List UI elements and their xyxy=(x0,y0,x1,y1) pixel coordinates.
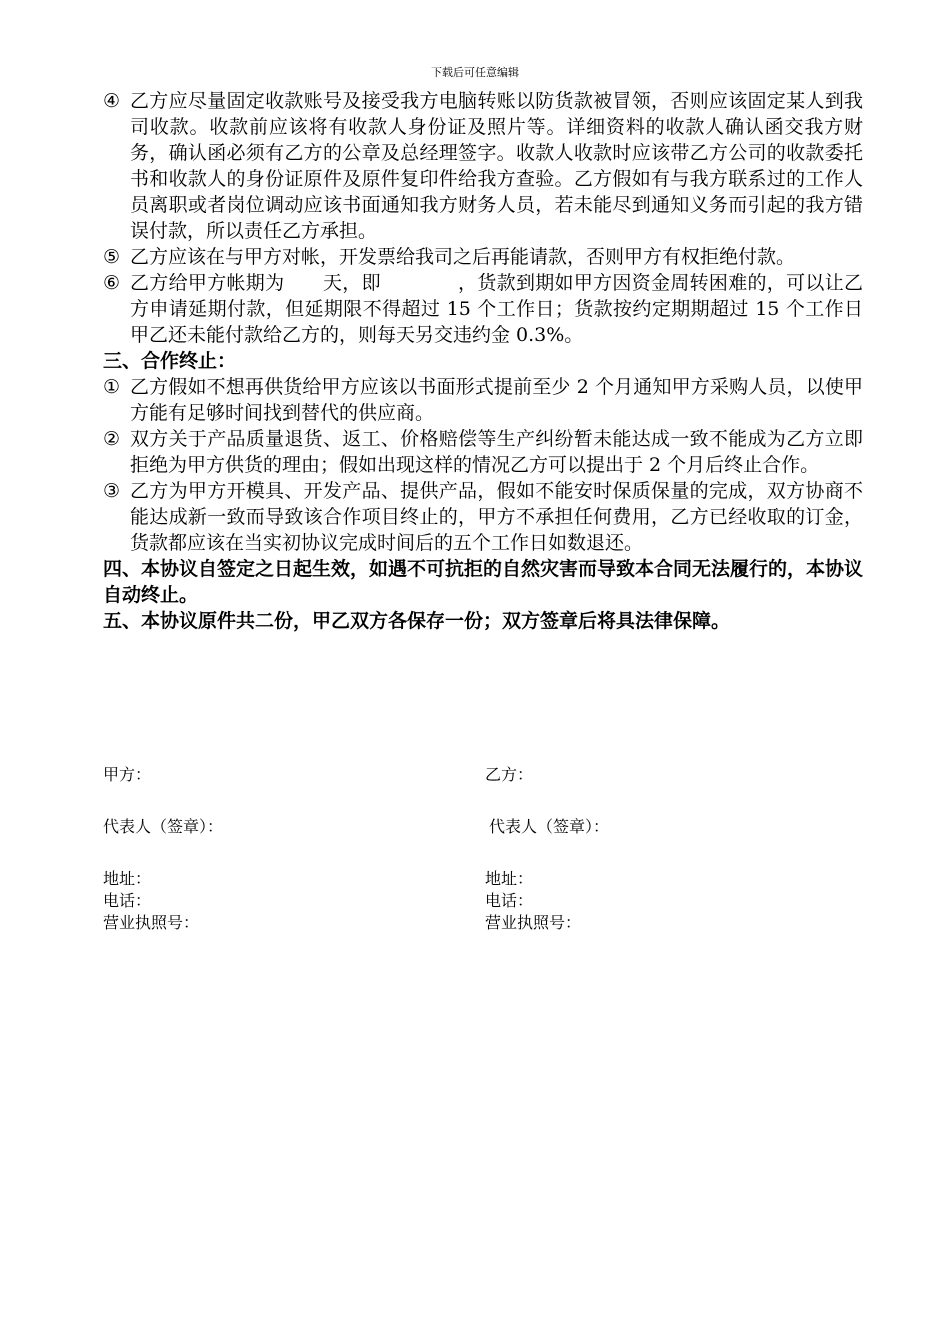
party-a-label: 甲方： xyxy=(103,765,152,784)
party-a-representative-label: 代表人（签章）： xyxy=(103,817,224,836)
signature-row-address xyxy=(103,868,863,890)
item-marker: ③ xyxy=(103,480,121,502)
signature-row-phone xyxy=(103,890,863,912)
section-title-termination: 三、合作终止： xyxy=(103,350,237,372)
termination-item-1 xyxy=(103,374,863,426)
item-text: 乙方给甲方帐期为 天，即 ，货款到期如甲方因资金周转困难的，可以让乙方申请延期付款，但延期限不得超过 15 个工作日；货款按约定期期超过 15 个工作日甲乙还未能付款给乙方的，则每天另交违约金 0.3%。 xyxy=(130,272,863,346)
item-marker: ① xyxy=(103,376,121,398)
signature-row-representative xyxy=(103,816,863,838)
item-marker: ② xyxy=(103,428,121,450)
termination-item-3 xyxy=(103,478,863,556)
party-a-address-label: 地址： xyxy=(103,869,152,888)
clause-item-4 xyxy=(103,88,863,244)
clause-copies: 五、本协议原件共二份，甲乙双方各保存一份；双方签章后将具法律保障。 xyxy=(103,610,731,632)
signature-row-license xyxy=(103,912,863,934)
clause-item-6 xyxy=(103,270,863,348)
signature-block xyxy=(103,764,863,934)
clause-item-5 xyxy=(103,244,863,270)
party-b-phone-label: 电话： xyxy=(485,891,534,910)
signature-row-party xyxy=(103,764,863,786)
item-text: 乙方应尽量固定收款账号及接受我方电脑转账以防货款被冒领，否则应该固定某人到我司收款。收款前应该将有收款人身份证及照片等。详细资料的收款人确认函交我方财务，确认函必须有乙方的公章及总经理签字。收款人收款时应该带乙方公司的收款委托书和收款人的身份证原件及原件复印件给我方查验。乙方假如有与我方联系过的工作人员离职或者岗位调动应该书面通知我方财务人员，若未能尽到通知义务而引起的我方错误付款，所以责任乙方承担。 xyxy=(130,90,863,242)
party-a-phone-label: 电话： xyxy=(103,891,152,910)
item-text: 双方关于产品质量退货、返工、价格赔偿等生产纠纷暂未能达成一致不能成为乙方立即拒绝为甲方供货的理由；假如出现这样的情况乙方可以提出于 2 个月后终止合作。 xyxy=(130,428,863,476)
item-marker: ④ xyxy=(103,90,121,112)
item-text: 乙方假如不想再供货给甲方应该以书面形式提前至少 2 个月通知甲方采购人员，以使甲方能有足够时间找到替代的供应商。 xyxy=(130,376,863,424)
party-a-license-label: 营业执照号： xyxy=(103,913,200,932)
party-b-label: 乙方： xyxy=(485,765,534,784)
header-note: 下载后可任意编辑 xyxy=(431,66,519,79)
item-text: 乙方为甲方开模具、开发产品、提供产品，假如不能安时保质保量的完成，双方协商不能达成新一致而导致该合作项目终止的，甲方不承担任何费用，乙方已经收取的订金，货款都应该在当实初协议完成时间后的五个工作日如数退还。 xyxy=(130,480,863,554)
agreement-body xyxy=(103,88,863,634)
party-b-representative-label: 代表人（签章）： xyxy=(488,817,609,836)
item-marker: ⑥ xyxy=(103,272,121,294)
item-text: 乙方应该在与甲方对帐，开发票给我司之后再能请款，否则甲方有权拒绝付款。 xyxy=(130,246,796,268)
party-b-license-label: 营业执照号： xyxy=(485,913,582,932)
party-b-address-label: 地址： xyxy=(485,869,534,888)
termination-item-2 xyxy=(103,426,863,478)
item-marker: ⑤ xyxy=(103,246,121,268)
clause-effective: 四、本协议自签定之日起生效，如遇不可抗拒的自然灾害而导致本合同无法履行的，本协议自动终止。 xyxy=(103,558,864,606)
